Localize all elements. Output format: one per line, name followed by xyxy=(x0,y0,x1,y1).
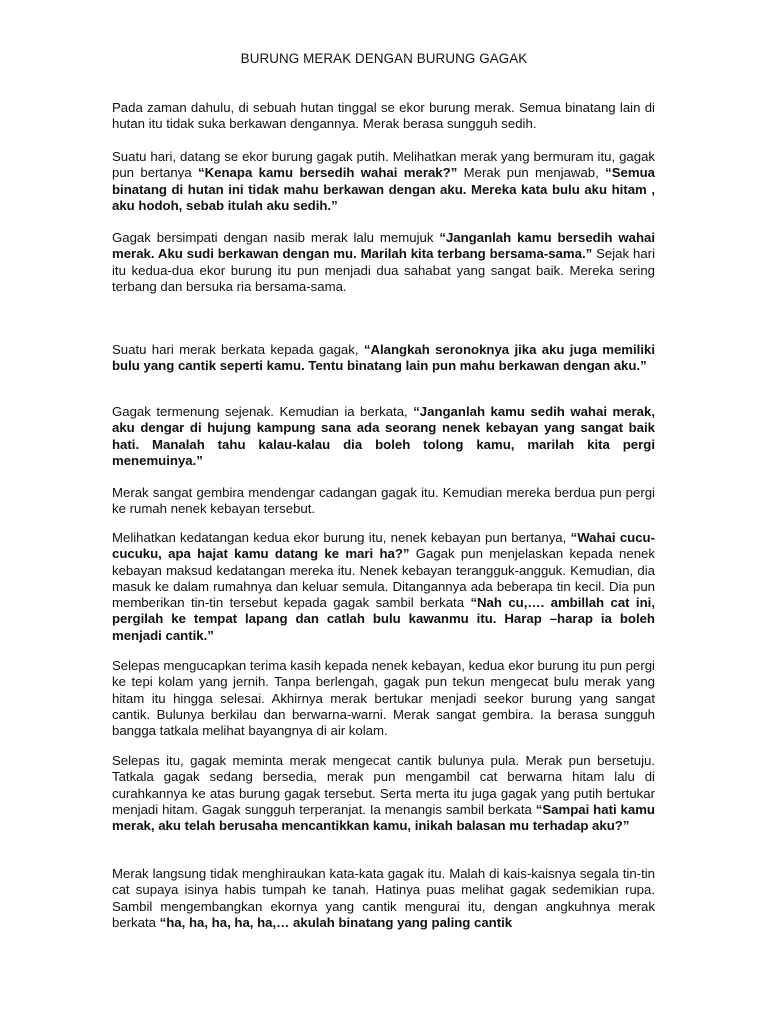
narration-text: Pada zaman dahulu, di sebuah hutan tinggal se ekor burung merak. Semua binatang lain di hutan itu tidak suka berkawan dengannya. Merak berasa sungguh sedih. xyxy=(112,100,655,132)
dialogue-text: “Nah cu,…. ambillah cat ini, pergilah ke tempat lapang dan catlah bulu kawanmu itu. Harap –harap ia boleh menjadi cantik.” xyxy=(112,595,655,643)
dialogue-text: “Janganlah kamu bersedih wahai merak. Aku sudi berkawan dengan mu. Marilah kita terbang bersama-sama.” xyxy=(112,230,656,262)
paragraph xyxy=(112,100,655,133)
narration-text: Merak sangat gembira mendengar cadangan gagak itu. Kemudian mereka berdua pun pergi ke rumah nenek kebayan tersebut. xyxy=(112,485,655,517)
paragraph xyxy=(112,149,655,214)
narration-text: Gagak termenung sejenak. Kemudian ia berkata, xyxy=(112,404,414,419)
narration-text: Merak langsung tidak menghiraukan kata-kata gagak itu. Malah di kais-kaisnya segala tin-tin cat supaya isinya habis tumpah ke tanah. Hatinya puas melihat gagak sedemikian rupa. Sambil mengembangkan ekornya yang cantik mengurai itu, dengan angkuhnya merak berkata xyxy=(112,866,655,930)
paragraph xyxy=(112,230,655,295)
paragraph xyxy=(112,404,655,469)
narration-text: Selepas mengucapkan terima kasih kepada nenek kebayan, kedua ekor burung itu pun pergi ke tepi kolam yang jernih. Tanpa berlengah, gagak pun tekun mengecat bulu merak yang hitam itu hingga selesai. Akhirnya merak bertukar menjadi seekor burung yang sangat cantik. Bulunya berkilau dan berwarna-warni. Merak sangat gembira. Ia berasa sungguh bangga tatkala melihat bayangnya di air kolam. xyxy=(112,658,655,739)
paragraph xyxy=(112,658,655,739)
narration-text: Suatu hari merak berkata kepada gagak, xyxy=(112,342,364,357)
dialogue-text: “Alangkah seronoknya jika aku juga memiliki bulu yang cantik seperti kamu. Tentu binatang lain pun mahu berkawan dengan aku.” xyxy=(112,342,656,374)
dialogue-text: “Semua binatang di hutan ini tidak mahu berkawan dengan aku. Mereka kata bulu aku hitam , aku hodoh, sebab itulah aku sedih.” xyxy=(112,165,655,213)
dialogue-text: “Wahai cucu-cucuku, apa hajat kamu datang ke mari ha?” xyxy=(112,530,655,562)
narration-text: Melihatkan kedatangan kedua ekor burung itu, nenek kebayan pun bertanya, xyxy=(112,530,571,545)
paragraph xyxy=(112,342,655,375)
narration-text: Suatu hari, datang se ekor burung gagak putih. Melihatkan merak yang bermuram itu, gagak pun bertanya xyxy=(112,149,655,181)
paragraph xyxy=(112,866,655,931)
narration-text: Sejak hari itu kedua-dua ekor burung itu pun menjadi dua sahabat yang sangat baik. Mereka sering terbang dan bersuka ria bersama-sama. xyxy=(112,246,655,294)
dialogue-text: “Janganlah kamu sedih wahai merak, aku dengar di hujung kampung sana ada seorang nenek kebayan yang sangat baik hati. Manalah tahu kalau-kalau dia boleh tolong kamu, marilah kita pergi menemuinya.” xyxy=(112,404,655,468)
paragraph xyxy=(112,530,655,644)
narration-text: Selepas itu, gagak meminta merak mengecat cantik bulunya pula. Merak pun bersetuju. Tatkala gagak sedang bersedia, merak pun mengambil cat berwarna hitam lalu di curahkannya ke atas burung gagak tersebut. Serta merta itu juga gagak yang putih bertukar menjadi hitam. Gagak sungguh terperanjat. Ia menangis sambil berkata xyxy=(112,753,655,817)
document-title: BURUNG MERAK DENGAN BURUNG GAGAK xyxy=(240,51,528,66)
paragraph xyxy=(112,485,655,518)
narration-text: Gagak bersimpati dengan nasib merak lalu memujuk xyxy=(112,230,440,245)
narration-text: Merak pun menjawab, xyxy=(457,165,606,181)
narration-text: Gagak pun menjelaskan kepada nenek kebayan maksud kedatangan mereka itu. Nenek kebayan terangguk-angguk. Kemudian, dia masuk ke dalam rumahnya dan keluar semula. Ditangannya ada beberapa tin kecil. Dia pun memberikan tin-tin tersebut kepada gagak sambil berkata xyxy=(112,546,655,611)
dialogue-text: “Kenapa kamu bersedih wahai merak?” xyxy=(198,165,458,181)
paragraph xyxy=(112,753,655,834)
dialogue-text: “ha, ha, ha, ha, ha,… akulah binatang yang paling cantik xyxy=(159,914,513,930)
dialogue-text: “Sampai hati kamu merak, aku telah berusaha mencantikkan kamu, inikah balasan mu terhadap aku?” xyxy=(112,801,655,834)
